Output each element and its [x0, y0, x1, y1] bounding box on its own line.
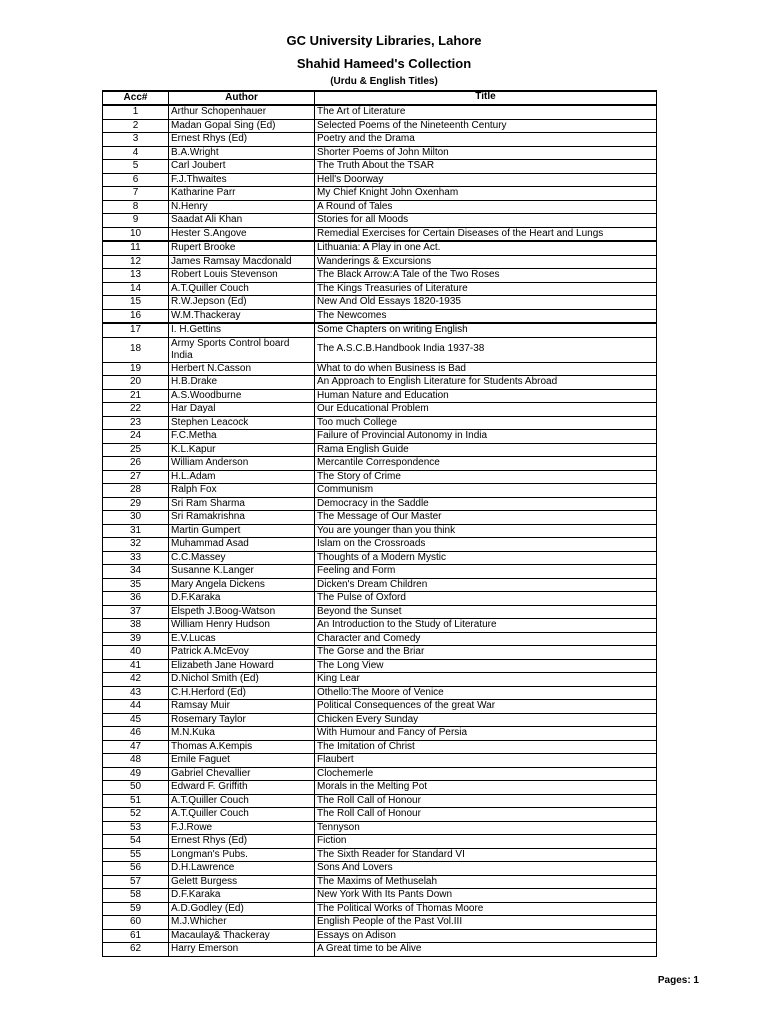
acc-number-cell: 22: [103, 403, 169, 417]
title-cell: Mercantile Correspondence: [315, 457, 657, 471]
author-cell: Gabriel Chevallier: [169, 767, 315, 781]
title-cell: Thoughts of a Modern Mystic: [315, 551, 657, 565]
acc-number-cell: 34: [103, 565, 169, 579]
author-cell: Sri Ram Sharma: [169, 497, 315, 511]
acc-number-cell: 16: [103, 309, 169, 323]
table-row: [103, 227, 657, 241]
author-cell: C.H.Herford (Ed): [169, 686, 315, 700]
acc-number-cell: 47: [103, 740, 169, 754]
title-cell: Lithuania: A Play in one Act.: [315, 241, 657, 255]
title-cell: Character and Comedy: [315, 632, 657, 646]
acc-number-cell: 46: [103, 727, 169, 741]
author-cell: Harry Emerson: [169, 943, 315, 957]
acc-number-cell: 49: [103, 767, 169, 781]
column-header-title: Title: [315, 91, 657, 105]
table-row: [103, 497, 657, 511]
author-cell: N.Henry: [169, 200, 315, 214]
acc-number-cell: 60: [103, 916, 169, 930]
acc-number-cell: 20: [103, 376, 169, 390]
author-cell: Hester S.Angove: [169, 227, 315, 241]
title-cell: New And Old Essays 1820-1935: [315, 296, 657, 310]
table-row: [103, 470, 657, 484]
acc-number-cell: 54: [103, 835, 169, 849]
acc-number-cell: 25: [103, 443, 169, 457]
table-row: [103, 200, 657, 214]
table-row: [103, 686, 657, 700]
acc-number-cell: 28: [103, 484, 169, 498]
author-cell: M.J.Whicher: [169, 916, 315, 930]
author-cell: A.D.Godley (Ed): [169, 902, 315, 916]
author-cell: D.Nichol Smith (Ed): [169, 673, 315, 687]
table-row: [103, 538, 657, 552]
acc-number-cell: 43: [103, 686, 169, 700]
author-cell: Herbert N.Casson: [169, 362, 315, 376]
table-row: [103, 632, 657, 646]
author-cell: Arthur Schopenhauer: [169, 105, 315, 119]
author-cell: R.W.Jepson (Ed): [169, 296, 315, 310]
author-cell: B.A.Wright: [169, 146, 315, 160]
acc-number-cell: 56: [103, 862, 169, 876]
title-cell: A Round of Tales: [315, 200, 657, 214]
title-cell: Clochemerle: [315, 767, 657, 781]
author-cell: C.C.Massey: [169, 551, 315, 565]
table-row: [103, 808, 657, 822]
title-cell: The Sixth Reader for Standard VI: [315, 848, 657, 862]
acc-number-cell: 4: [103, 146, 169, 160]
author-cell: Elizabeth Jane Howard: [169, 659, 315, 673]
author-cell: Thomas A.Kempis: [169, 740, 315, 754]
author-cell: Elspeth J.Boog-Watson: [169, 605, 315, 619]
table-row: [103, 416, 657, 430]
title-cell: The Roll Call of Honour: [315, 794, 657, 808]
author-cell: Emile Faguet: [169, 754, 315, 768]
author-cell: Katharine Parr: [169, 187, 315, 201]
title-cell: The Imitation of Christ: [315, 740, 657, 754]
title-cell: Dicken's Dream Children: [315, 578, 657, 592]
author-cell: A.T.Quiller Couch: [169, 794, 315, 808]
author-cell: Ernest Rhys (Ed): [169, 133, 315, 147]
author-cell: Stephen Leacock: [169, 416, 315, 430]
acc-number-cell: 44: [103, 700, 169, 714]
title-cell: The Message of Our Master: [315, 511, 657, 525]
acc-number-cell: 12: [103, 255, 169, 269]
author-cell: Ralph Fox: [169, 484, 315, 498]
title-cell: Essays on Adison: [315, 929, 657, 943]
author-cell: D.H.Lawrence: [169, 862, 315, 876]
author-cell: D.F.Karaka: [169, 592, 315, 606]
column-header-acc: Acc#: [103, 91, 169, 105]
table-row: [103, 835, 657, 849]
acc-number-cell: 58: [103, 889, 169, 903]
author-cell: Madan Gopal Sing (Ed): [169, 119, 315, 133]
author-cell: A.T.Quiller Couch: [169, 808, 315, 822]
acc-number-cell: 38: [103, 619, 169, 633]
title-cell: Feeling and Form: [315, 565, 657, 579]
title-cell: Communism: [315, 484, 657, 498]
acc-number-cell: 6: [103, 173, 169, 187]
author-cell: Gelett Burgess: [169, 875, 315, 889]
table-row: [103, 862, 657, 876]
table-row: [103, 794, 657, 808]
title-cell: An Introduction to the Study of Literature: [315, 619, 657, 633]
table-row: [103, 269, 657, 283]
title-cell: The Gorse and the Briar: [315, 646, 657, 660]
column-header-author: Author: [169, 91, 315, 105]
acc-number-cell: 48: [103, 754, 169, 768]
table-row: [103, 889, 657, 903]
author-cell: A.S.Woodburne: [169, 389, 315, 403]
acc-number-cell: 13: [103, 269, 169, 283]
title-cell: Remedial Exercises for Certain Diseases of the Heart and Lungs: [315, 227, 657, 241]
title-cell: Poetry and the Drama: [315, 133, 657, 147]
title-cell: The Long View: [315, 659, 657, 673]
acc-number-cell: 14: [103, 282, 169, 296]
acc-number-cell: 52: [103, 808, 169, 822]
table-row: [103, 430, 657, 444]
collection-title: Shahid Hameed's Collection: [296, 56, 472, 71]
acc-number-cell: 29: [103, 497, 169, 511]
author-cell: F.J.Rowe: [169, 821, 315, 835]
author-cell: I. H.Gettins: [169, 323, 315, 337]
table-row: [103, 875, 657, 889]
title-cell: The Roll Call of Honour: [315, 808, 657, 822]
title-cell: Political Consequences of the great War: [315, 700, 657, 714]
title-cell: The Kings Treasuries of Literature: [315, 282, 657, 296]
author-cell: H.L.Adam: [169, 470, 315, 484]
table-row: [103, 619, 657, 633]
table-row: [103, 323, 657, 337]
table-row: [103, 119, 657, 133]
acc-number-cell: 3: [103, 133, 169, 147]
author-cell: Ramsay Muir: [169, 700, 315, 714]
author-cell: Saadat Ali Khan: [169, 214, 315, 228]
acc-number-cell: 35: [103, 578, 169, 592]
table-row: [103, 848, 657, 862]
title-cell: The Art of Literature: [315, 105, 657, 119]
author-cell: D.F.Karaka: [169, 889, 315, 903]
collection-subtitle: (Urdu & English Titles): [330, 76, 438, 87]
author-cell: Rupert Brooke: [169, 241, 315, 255]
acc-number-cell: 32: [103, 538, 169, 552]
acc-number-cell: 33: [103, 551, 169, 565]
table-row: [103, 740, 657, 754]
author-cell: Har Dayal: [169, 403, 315, 417]
acc-number-cell: 37: [103, 605, 169, 619]
author-cell: Robert Louis Stevenson: [169, 269, 315, 283]
acc-number-cell: 31: [103, 524, 169, 538]
title-cell: What to do when Business is Bad: [315, 362, 657, 376]
table-row: [103, 309, 657, 323]
table-row: [103, 727, 657, 741]
acc-number-cell: 59: [103, 902, 169, 916]
title-cell: The Black Arrow:A Tale of the Two Roses: [315, 269, 657, 283]
author-cell: Army Sports Control board India: [169, 337, 315, 362]
table-row: [103, 362, 657, 376]
acc-number-cell: 36: [103, 592, 169, 606]
acc-number-cell: 18: [103, 337, 169, 362]
title-cell: You are younger than you think: [315, 524, 657, 538]
title-cell: The Truth About the TSAR: [315, 160, 657, 174]
title-cell: Democracy in the Saddle: [315, 497, 657, 511]
author-cell: H.B.Drake: [169, 376, 315, 390]
title-cell: Our Educational Problem: [315, 403, 657, 417]
title-cell: Stories for all Moods: [315, 214, 657, 228]
title-cell: Selected Poems of the Nineteenth Century: [315, 119, 657, 133]
title-cell: Human Nature and Education: [315, 389, 657, 403]
title-cell: An Approach to English Literature for Students Abroad: [315, 376, 657, 390]
table-row: [103, 296, 657, 310]
table-row: [103, 337, 657, 362]
title-cell: The Political Works of Thomas Moore: [315, 902, 657, 916]
acc-number-cell: 21: [103, 389, 169, 403]
title-cell: Tennyson: [315, 821, 657, 835]
table-row: [103, 565, 657, 579]
title-cell: Hell's Doorway: [315, 173, 657, 187]
author-cell: Edward F. Griffith: [169, 781, 315, 795]
institution-title: GC University Libraries, Lahore: [286, 33, 482, 48]
title-cell: Sons And Lovers: [315, 862, 657, 876]
title-cell: Islam on the Crossroads: [315, 538, 657, 552]
acc-number-cell: 2: [103, 119, 169, 133]
acc-number-cell: 7: [103, 187, 169, 201]
author-cell: F.C.Metha: [169, 430, 315, 444]
author-cell: F.J.Thwaites: [169, 173, 315, 187]
table-row: [103, 214, 657, 228]
acc-number-cell: 10: [103, 227, 169, 241]
table-row: [103, 673, 657, 687]
table-row: [103, 443, 657, 457]
author-cell: Patrick A.McEvoy: [169, 646, 315, 660]
acc-number-cell: 1: [103, 105, 169, 119]
title-cell: Failure of Provincial Autonomy in India: [315, 430, 657, 444]
table-row: [103, 551, 657, 565]
table-row: [103, 659, 657, 673]
table-row: [103, 524, 657, 538]
page-count: Pages: 1: [657, 975, 699, 986]
author-cell: William Anderson: [169, 457, 315, 471]
title-cell: Morals in the Melting Pot: [315, 781, 657, 795]
title-cell: King Lear: [315, 673, 657, 687]
acc-number-cell: 24: [103, 430, 169, 444]
table-row: [103, 902, 657, 916]
title-cell: The Pulse of Oxford: [315, 592, 657, 606]
table-row: [103, 173, 657, 187]
table-header-row: [103, 91, 657, 105]
table-row: [103, 241, 657, 255]
acc-number-cell: 50: [103, 781, 169, 795]
table-row: [103, 821, 657, 835]
table-row: [103, 376, 657, 390]
table-row: [103, 389, 657, 403]
title-cell: Flaubert: [315, 754, 657, 768]
table-row: [103, 282, 657, 296]
author-cell: K.L.Kapur: [169, 443, 315, 457]
author-cell: Ernest Rhys (Ed): [169, 835, 315, 849]
table-row: [103, 484, 657, 498]
table-row: [103, 754, 657, 768]
author-cell: Macaulay& Thackeray: [169, 929, 315, 943]
table-row: [103, 700, 657, 714]
table-row: [103, 160, 657, 174]
author-cell: William Henry Hudson: [169, 619, 315, 633]
acc-number-cell: 41: [103, 659, 169, 673]
title-cell: English People of the Past Vol.III: [315, 916, 657, 930]
acc-number-cell: 42: [103, 673, 169, 687]
title-cell: The Story of Crime: [315, 470, 657, 484]
acc-number-cell: 17: [103, 323, 169, 337]
author-cell: E.V.Lucas: [169, 632, 315, 646]
author-cell: Martin Gumpert: [169, 524, 315, 538]
table-row: [103, 457, 657, 471]
table-row: [103, 187, 657, 201]
title-cell: Shorter Poems of John Milton: [315, 146, 657, 160]
table-body: [103, 105, 657, 956]
table-row: [103, 105, 657, 119]
acc-number-cell: 8: [103, 200, 169, 214]
acc-number-cell: 57: [103, 875, 169, 889]
table-row: [103, 605, 657, 619]
table-row: [103, 916, 657, 930]
author-cell: W.M.Thackeray: [169, 309, 315, 323]
acc-number-cell: 11: [103, 241, 169, 255]
author-cell: Sri Ramakrishna: [169, 511, 315, 525]
acc-number-cell: 30: [103, 511, 169, 525]
title-cell: Beyond the Sunset: [315, 605, 657, 619]
author-cell: Mary Angela Dickens: [169, 578, 315, 592]
title-cell: Too much College: [315, 416, 657, 430]
acc-number-cell: 27: [103, 470, 169, 484]
acc-number-cell: 61: [103, 929, 169, 943]
table-row: [103, 713, 657, 727]
acc-number-cell: 55: [103, 848, 169, 862]
table-row: [103, 511, 657, 525]
author-cell: Muhammad Asad: [169, 538, 315, 552]
table-row: [103, 255, 657, 269]
author-cell: James Ramsay Macdonald: [169, 255, 315, 269]
acc-number-cell: 45: [103, 713, 169, 727]
title-cell: With Humour and Fancy of Persia: [315, 727, 657, 741]
acc-number-cell: 5: [103, 160, 169, 174]
acc-number-cell: 9: [103, 214, 169, 228]
title-cell: The Maxims of Methuselah: [315, 875, 657, 889]
catalog-table: [102, 90, 657, 957]
author-cell: Carl Joubert: [169, 160, 315, 174]
acc-number-cell: 19: [103, 362, 169, 376]
title-cell: Rama English Guide: [315, 443, 657, 457]
table-row: [103, 146, 657, 160]
title-cell: The Newcomes: [315, 309, 657, 323]
table-row: [103, 767, 657, 781]
title-cell: Othello:The Moore of Venice: [315, 686, 657, 700]
author-cell: Susanne K.Langer: [169, 565, 315, 579]
table-row: [103, 646, 657, 660]
acc-number-cell: 39: [103, 632, 169, 646]
acc-number-cell: 15: [103, 296, 169, 310]
table-row: [103, 578, 657, 592]
title-cell: My Chief Knight John Oxenham: [315, 187, 657, 201]
title-cell: Wanderings & Excursions: [315, 255, 657, 269]
title-cell: Some Chapters on writing English: [315, 323, 657, 337]
table-row: [103, 781, 657, 795]
acc-number-cell: 53: [103, 821, 169, 835]
table-row: [103, 133, 657, 147]
acc-number-cell: 23: [103, 416, 169, 430]
title-cell: Chicken Every Sunday: [315, 713, 657, 727]
author-cell: A.T.Quiller Couch: [169, 282, 315, 296]
acc-number-cell: 26: [103, 457, 169, 471]
table-row: [103, 592, 657, 606]
author-cell: Longman's Pubs.: [169, 848, 315, 862]
title-cell: New York With Its Pants Down: [315, 889, 657, 903]
title-cell: Fiction: [315, 835, 657, 849]
author-cell: M.N.Kuka: [169, 727, 315, 741]
acc-number-cell: 40: [103, 646, 169, 660]
table-row: [103, 403, 657, 417]
acc-number-cell: 62: [103, 943, 169, 957]
title-cell: A Great time to be Alive: [315, 943, 657, 957]
table-row: [103, 929, 657, 943]
title-cell: The A.S.C.B.Handbook India 1937-38: [315, 337, 657, 362]
acc-number-cell: 51: [103, 794, 169, 808]
author-cell: Rosemary Taylor: [169, 713, 315, 727]
table-row: [103, 943, 657, 957]
